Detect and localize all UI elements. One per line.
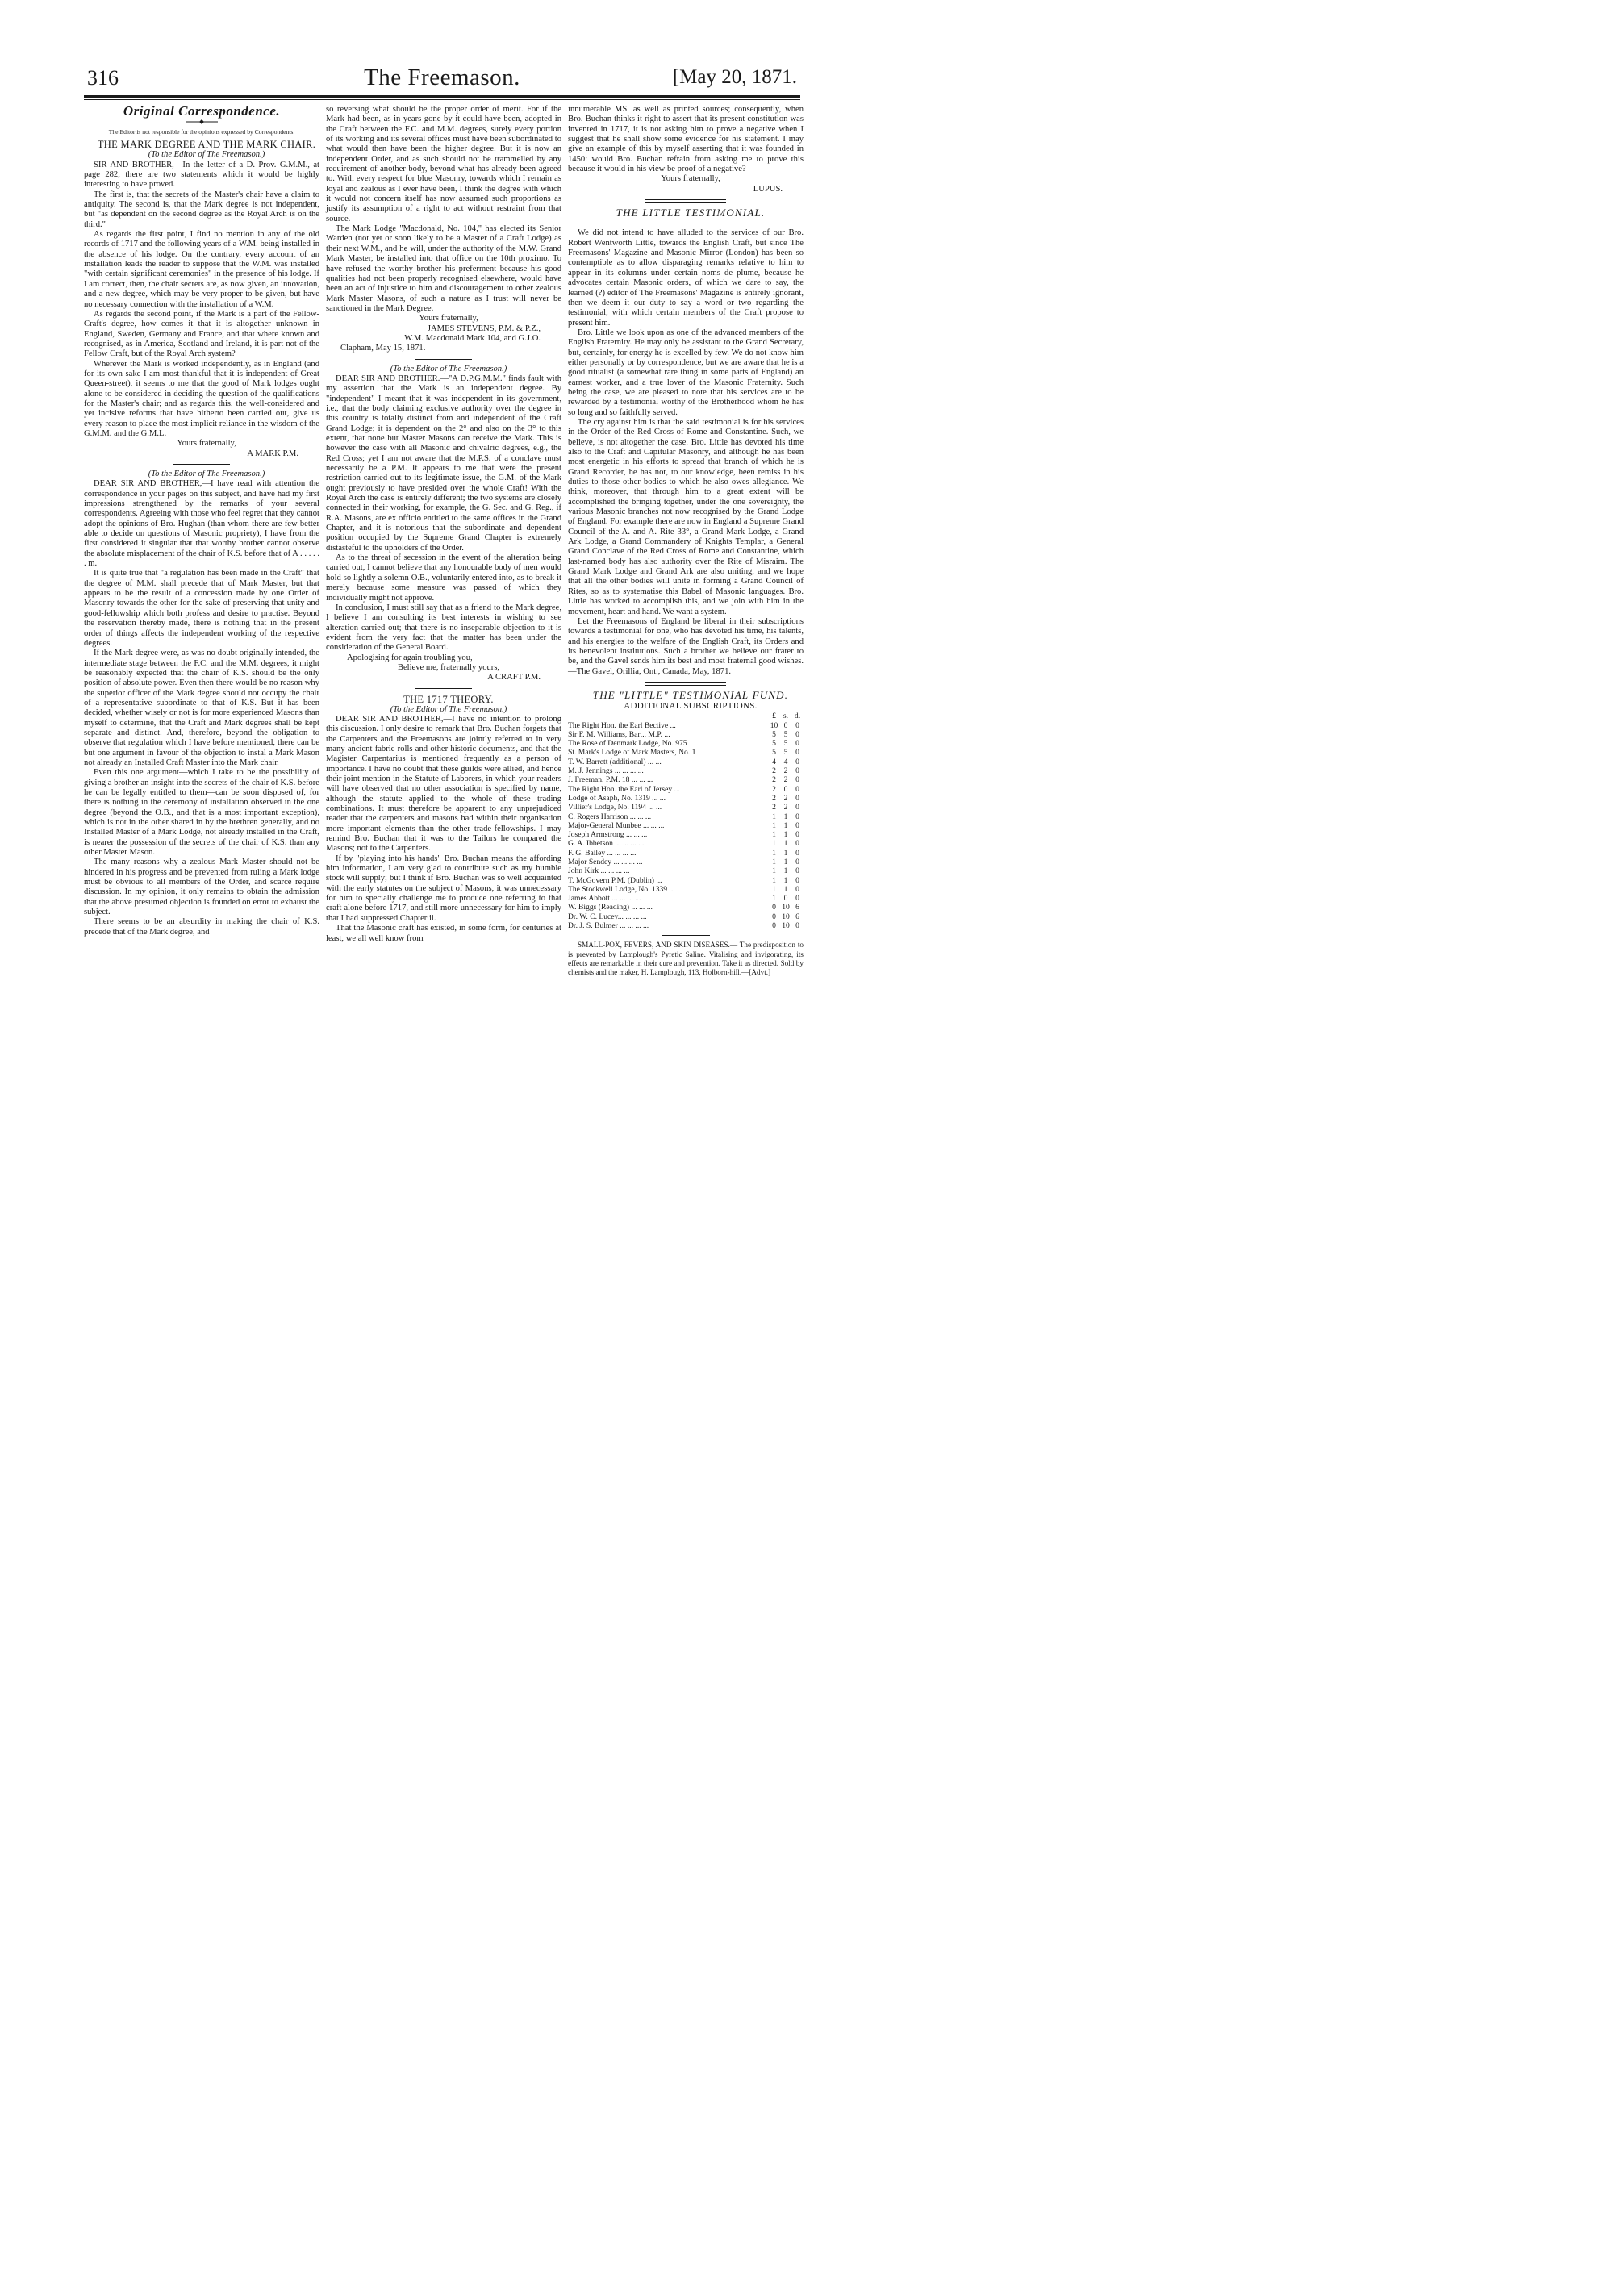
amount-shillings: 1	[783, 848, 788, 858]
subscriber-name: James Abbott ... ... ... ...	[568, 894, 641, 904]
subscription-row	[568, 803, 804, 812]
paragraph: As to the threat of secession in the event of the alteration being carried out, I cannot believe that any honourable body of men would hold so lightly a solemn O.B., voluntarily entered into, as to break it merely because some measure was passed of which they individually might not approve.	[326, 553, 561, 603]
masthead-rule	[84, 95, 800, 98]
amount-pence: 0	[795, 784, 799, 794]
amount-pence: 0	[795, 875, 799, 885]
amount-pounds: 1	[772, 858, 776, 866]
subscriber-name: T. W. Barrett (additional) ... ...	[568, 757, 662, 766]
paragraph: There seems to be an absurdity in making the chair of K.S. precede that of the Mark degree, and	[84, 917, 319, 937]
amount-pence: 0	[795, 839, 799, 849]
subscriber-name: Villier's Lodge, No. 1194 ... ...	[568, 803, 662, 812]
paragraph: If by "playing into his hands" Bro. Buchan means the affording him information, I am very glad to contribute such as my humble stock will supply; but I think if Bro. Buchan was so well acquainted with the early statutes on the subject of Masons, it was unnecessary for him to specially challenge me to produce one referring to that craft alone before 1717, and still more unnecessary for him to imply that I had suppressed Chapter ii.	[326, 854, 561, 923]
amount-shillings: 2	[783, 775, 788, 785]
subscription-row	[568, 849, 804, 858]
advertisement-body: The predisposition to is prevented by Lamplough's Pyretic Saline. Vitalising and invigorating, its effects are remarkable in their cure and prevention. Take it as directed. Sold by chemists and the maker, H. Lamplough, 113, Holborn-hill.—[Advt.]	[568, 941, 804, 976]
subscriber-name: John Kirk ... ... ... ...	[568, 866, 630, 876]
masthead	[84, 66, 800, 95]
paragraph: Bro. Little we look upon as one of the advanced members of the English Fraternity. He may only be assistant to the Grand Secretary, but, certainly, for energy he is excelled by few. We do not know him either personally or by correspondence, but we are aware that he is a good ritualist (a somewhat rare thing in some parts of England) an earnest worker, and a true lover of the Masonic Fraternity. Such being the case, we are pleased to note that his services are to be rewarded by a testimonial worthy of the Brotherhood whom he has so long and so faithfully served.	[568, 328, 804, 417]
amount-pounds: 10	[770, 720, 778, 730]
closing: Yours fraternally,	[661, 174, 720, 184]
currency-header: d.	[794, 712, 801, 721]
separator	[645, 199, 726, 203]
paragraph: The cry against him is that the said testimonial is for his services in the Order of the Red Cross of Rome and Constantine. Such, we believe, is not altogether the case. Bro. Little has devoted his time also to the Craft and Capitular Masonry, and although he has been most energetic in his efforts to spread that branch of which he is Grand Recorder, he has not, to our knowledge, been remiss in his duties to those other bodies to which he also owes allegiance. We think, moreover, that through him to a great extent will be accomplished the bringing together, under the one sovereignty, the various Masonic branches not now recognised by the Grand Lodge of England. For example there are now in England a Supreme Grand Council of the A. and A. Rite 33°, a Grand Mark Lodge, a Grand Ark Lodge, a Grand Commandery of Knights Templar, a General Grand Conclave of the Red Cross of Rome and Constantine, which last-named body has also authority over the Rite of Misraim. The Grand Mark Lodge and Grand Ark are also uniting, and we hope that all the other bodies will unite in forming a Grand Council of Rites, so as to systematise this Babel of Masonic languages. Bro. Little has worked to accomplish this, and we join with him in the movement, heart and hand. We want a system.	[568, 417, 804, 616]
amount-shillings: 0	[783, 784, 788, 794]
amount-pounds: 1	[772, 866, 776, 876]
amount-pence: 0	[795, 812, 799, 821]
issue-date: [May 20, 1871.	[672, 66, 797, 88]
amount-shillings: 10	[782, 921, 790, 931]
subscriber-name: M. J. Jennings ... ... ... ...	[568, 766, 644, 776]
separator	[662, 935, 710, 936]
subscriber-name: Sir F. M. Williams, Bart., M.P. ...	[568, 729, 670, 739]
paragraph: That the Masonic craft has existed, in some form, for centuries at least, we all well know from	[326, 924, 561, 943]
amount-shillings: 2	[783, 766, 788, 776]
subscription-row	[568, 876, 804, 885]
amount-shillings: 2	[783, 793, 788, 803]
amount-pounds: 2	[772, 803, 776, 812]
subscription-row	[568, 730, 804, 739]
currency-header-row	[568, 712, 804, 720]
subscription-row	[568, 821, 804, 830]
amount-pounds: 1	[772, 875, 776, 885]
subscriber-name: The Right Hon. the Earl of Jersey ...	[568, 784, 680, 794]
subscription-row	[568, 758, 804, 766]
amount-pence: 6	[795, 903, 799, 912]
paragraph: innumerable MS. as well as printed sources; consequently, when Bro. Buchan thinks it right to assert that its present constitution was invented in 1717, it is not asking him to prove a negative when I suggest that he shall show some evidence for his statement. I may give an example of this by myself asserting that it was founded in 1450: would Bro. Buchan refrain from asking me to prove this because it would in his view be proof of a negative?	[568, 105, 804, 174]
advertisement	[568, 941, 804, 977]
amount-shillings: 0	[783, 720, 788, 730]
editor-line: (To the Editor of The Freemason.)	[390, 704, 507, 714]
amount-shillings: 1	[783, 820, 788, 830]
closing: Believe me, fraternally yours,	[397, 662, 500, 672]
closing: Yours fraternally,	[419, 314, 478, 324]
amount-shillings: 1	[783, 839, 788, 849]
amount-shillings: 10	[782, 912, 790, 921]
column-3	[568, 105, 804, 977]
amount-pence: 0	[795, 848, 799, 858]
subscription-row	[568, 858, 804, 866]
subscription-row	[568, 885, 804, 894]
paragraph: Let the Freemasons of England be liberal in their subscriptions towards a testimonial for one, who has devoted his time, his talents, and his energies to the welfare of the English Craft, its Orders and its benevolent institutions. Such a brother we believe our frater to be, and the Gavel sends him its best and most fraternal good wishes. —The Gavel, Orillia, Ont., Canada, May, 1871.	[568, 616, 804, 676]
subscription-row	[568, 794, 804, 803]
subscriber-name: T. McGovern P.M. (Dublin) ...	[568, 875, 662, 885]
amount-pounds: 2	[772, 766, 776, 776]
signature: A CRAFT P.M.	[487, 673, 541, 683]
amount-pence: 0	[795, 858, 799, 866]
amount-pounds: 5	[772, 739, 776, 749]
fund-title: THE "LITTLE" TESTIMONIAL FUND.	[592, 688, 789, 701]
amount-pence: 0	[795, 884, 799, 894]
amount-pence: 0	[795, 720, 799, 730]
paragraph: As regards the second point, if the Mark is a part of the Fellow-Craft's degree, how comes it that it is altogether unknown in England, Sweden, Germany and France, and that where known and recognised, as in America, Scotland and Ireland, it is part not of the Fellow Craft, but of the Royal Arch system?	[84, 309, 319, 359]
amount-pounds: 5	[772, 748, 776, 758]
amount-pounds: 1	[772, 894, 776, 904]
amount-shillings: 2	[783, 803, 788, 812]
subscription-row	[568, 775, 804, 784]
amount-pounds: 2	[772, 784, 776, 794]
section-heading: Original Correspondence.	[123, 103, 281, 119]
subscription-row	[568, 921, 804, 930]
subscription-row	[568, 830, 804, 839]
subscriber-name: The Right Hon. the Earl Bective ...	[568, 720, 676, 730]
subscriber-name: W. Biggs (Reading) ... ... ...	[568, 903, 653, 912]
paragraph: As regards the first point, I find no mention in any of the old records of 1717 and the following years of a W.M. being installed in the absence of his lodge. On the contrary, every account of an installation leads the reader to suppose that the W.M. was installed "with certain significant ceremonies" in the presence of his lodge. If I am correct, then, the chair secrets are, as now given, an innovation, and a new degree, which may be very proper to be given, but have no necessary connection with the installation of a W.M.	[84, 230, 319, 309]
amount-pence: 0	[795, 866, 799, 876]
amount-pounds: 4	[772, 757, 776, 766]
amount-pounds: 2	[772, 775, 776, 785]
amount-pounds: 0	[772, 921, 776, 931]
paragraph: The many reasons why a zealous Mark Master should not be hindered in his progress and be prevented from ruling a Mark lodge must be obvious to all members of the Order, and scarce require discussion. In my opinion, it only remains to obtain the admission that the above presumed objection is founded on error to exhaust the subject.	[84, 858, 319, 917]
currency-header: s.	[783, 712, 789, 721]
amount-shillings: 4	[783, 757, 788, 766]
currency-header: £	[772, 712, 776, 721]
subscriber-name: Major-General Munbee ... ... ...	[568, 820, 665, 830]
amount-pence: 0	[795, 830, 799, 840]
subscriber-name: J. Freeman, P.M. 18 ... ... ...	[568, 775, 653, 785]
editor-line: (To the Editor of The Freemason.)	[390, 364, 507, 374]
article-title: THE LITTLE TESTIMONIAL.	[616, 207, 766, 219]
fund-subtitle: ADDITIONAL SUBSCRIPTIONS.	[624, 701, 758, 712]
signature: JAMES STEVENS, P.M. & P.Z.,	[427, 324, 541, 333]
amount-pence: 0	[795, 757, 799, 766]
column-2	[326, 105, 561, 944]
subscriber-name: St. Mark's Lodge of Mark Masters, No. 1	[568, 748, 696, 758]
amount-shillings: 10	[782, 903, 790, 912]
amount-pounds: 1	[772, 812, 776, 821]
subscription-row	[568, 912, 804, 921]
separator	[173, 464, 230, 465]
editor-disclaimer: The Editor is not responsible for the opinions expressed by Correspondents.	[108, 128, 295, 136]
amount-pence: 0	[795, 775, 799, 785]
subscription-row	[568, 739, 804, 748]
paragraph: The first is, that the secrets of the Master's chair have a claim to antiquity. The second is, that the Mark degree is not independent, but "as dependent on the second degree as the Royal Arch is on the third."	[84, 190, 319, 229]
amount-shillings: 5	[783, 748, 788, 758]
paragraph: DEAR SIR AND BROTHER.—"A D.P.G.M.M." finds fault with my assertion that the Mark is an independent degree. By "independent" I meant that it was independent in its government, i.e., that the body claiming exclusive authority over the degree in this country is totally distinct from and independent of the Craft Grand Lodge; it is dependent on the 2° and also on the 3° to this extent, that none but Master Masons can receive the Mark. This is however the case with all Masonic and chivalric degrees, e.g., the Red Cross; yet I am not aware that the M.P.S. of a conclave must necessarily be a P.M. It appears to me that were the present restriction carried out to its legitimate issue, the G.M. of the Mark ought previously to have presided over the whole Craft! With the Royal Arch the case is entirely different; the two systems are closely connected in their working, for example, the G. Sec. and G. Reg., if R.A. Masons, are ex officio entitled to the same offices in the Grand Chapter, and it is notorious that the subordinate and dependent position occupied by the Supreme Grand Chapter is extremely distasteful to the upholders of the Order.	[326, 374, 561, 553]
amount-shillings: 5	[783, 729, 788, 739]
subscriber-name: G. A. Ibbetson ... ... ... ...	[568, 839, 645, 849]
paragraph: so reversing what should be the proper order of merit. For if the Mark had been, as in years gone by it could have been, adopted in the Craft between the F.C. and M.M. degrees, surely every portion of its working and its several offices must have been subordinated to what would then have been the higher degree. But it is now an independent Order, and as such should not be trammelled by any requirement of another body, beyond what has already been agreed to. With every respect for blue Masonry, towards which I remain as loyal and zealous as I ever have been, I think the degree with which it would not concern itself has now assumed such proportions as justify its assumption of a right to act without restraint from that source.	[326, 105, 561, 223]
amount-pounds: 5	[772, 729, 776, 739]
amount-pence: 0	[795, 820, 799, 830]
amount-pounds: 1	[772, 830, 776, 840]
editor-line: (To the Editor of The Freemason.)	[148, 150, 265, 160]
subscriber-name: C. Rogers Harrison ... ... ...	[568, 812, 652, 821]
paragraph: Wherever the Mark is worked independently, as in England (and for its own sake I am most thankful that it is independent of Great Queen-street), it seems to me that the good of Mark lodges ought alone to be considered in deciding the question of the qualifications for the Master's chair; and as regards this, the well-considered and yet incisive reforms that have hitherto been carried out, give us every reason to place the most implicit reliance in the wisdom of the G.M.M. and the G.M.L.	[84, 359, 319, 438]
subscriptions-table	[568, 712, 804, 930]
amount-pounds: 0	[772, 912, 776, 921]
amount-shillings: 1	[783, 830, 788, 840]
amount-shillings: 1	[783, 875, 788, 885]
subscriber-name: Lodge of Asaph, No. 1319 ... ...	[568, 793, 666, 803]
separator	[415, 359, 472, 360]
amount-pence: 0	[795, 793, 799, 803]
amount-pence: 0	[795, 921, 799, 931]
subscriber-name: The Stockwell Lodge, No. 1339 ...	[568, 884, 675, 894]
advertisement-lead: SMALL-POX, FEVERS, AND SKIN DISEASES.—	[578, 941, 738, 950]
amount-shillings: 1	[783, 812, 788, 821]
paragraph: If the Mark degree were, as was no doubt originally intended, the intermediate stage between the F.C. and the M.M. degrees, it might be reasonably expected that the chair of K.S. should be the only position of absolute power. Even then there would be no reason why the superior officer of the Mark degree should not occupy the chair of a representative subordinate to that of K.S. But it has been decided, whether wisely or not is for more experienced Masons than myself to determine, that the Craft and Mark degrees shall be kept separate and distinct. And, therefore, beyond the obligation to observe that regulation which I have before mentioned, there can be but one argument in favour of the objection to instal a Mark Mason not already an Installed Craft Master into the Mark chair.	[84, 649, 319, 767]
subscriber-name: F. G. Bailey ... ... ... ...	[568, 848, 637, 858]
amount-pence: 0	[795, 729, 799, 739]
amount-shillings: 1	[783, 884, 788, 894]
masthead-rule-thin	[84, 99, 800, 100]
article-title: THE 1717 THEORY.	[403, 693, 494, 705]
separator	[645, 682, 726, 686]
subscriber-name: Major Sendey ... ... ... ...	[568, 858, 643, 866]
amount-shillings: 1	[783, 866, 788, 876]
ornament-dash-icon	[186, 119, 218, 125]
amount-pounds: 2	[772, 793, 776, 803]
amount-pounds: 1	[772, 820, 776, 830]
amount-pence: 6	[795, 912, 799, 921]
subscription-row	[568, 721, 804, 730]
column-1	[84, 105, 319, 937]
amount-pence: 0	[795, 748, 799, 758]
subscriber-name: Joseph Armstrong ... ... ...	[568, 830, 648, 840]
signature: LUPUS.	[753, 184, 783, 194]
subscription-row	[568, 812, 804, 821]
signature: A MARK P.M.	[247, 449, 298, 458]
amount-pounds: 1	[772, 848, 776, 858]
paragraph: Even this one argument—which I take to be the possibility of giving a brother an insight into the secrets of the chair of K.S. before he can be legally entitled to them—can be soon disposed of, for there is nothing in the ceremony of installation observed in the one degree (beyond the O.B., and that is a most important exception), which is not in the other shared in by the brethren generally, and no Installed Master of a Mark Lodge, not already installed in the Craft, is nearer the possession of the secrets of the chair of K.S. than any other Master Mason.	[84, 768, 319, 858]
paragraph: DEAR SIR AND BROTHER,—I have no intention to prolong this discussion. I only desire to remark that Bro. Buchan forgets that the Carpenters and the Freemasons are jointly referred to in very many ancient fabric rolls and other historic documents, and that the Magister Carpentarius is mentioned frequently as a person of importance. I have no doubt that these guilds were allied, and hence their joint mention in the Statute of Laborers, in which your readers will have observed that no other association is specified by name, although the statute applied to the whole of these trading combinations. It must therefore be apparent to any unprejudiced reader that the carpenters and masons had within their organisation more important elements than the other trade-fellowships. I may remind Bro. Buchan that it was to the Tailors he compared the Masons; not to the Carpenters.	[326, 714, 561, 854]
subscriber-name: The Rose of Denmark Lodge, No. 975	[568, 739, 687, 749]
amount-shillings: 1	[783, 858, 788, 866]
separator	[415, 688, 472, 689]
paragraph: Apologising for again troubling you,	[347, 653, 473, 662]
amount-pence: 0	[795, 766, 799, 776]
amount-pence: 0	[795, 739, 799, 749]
subscription-row	[568, 839, 804, 848]
amount-shillings: 5	[783, 739, 788, 749]
closing: Yours fraternally,	[177, 439, 236, 449]
subscription-row	[568, 785, 804, 794]
article-title: THE MARK DEGREE AND THE MARK CHAIR.	[97, 139, 316, 151]
paragraph: DEAR SIR AND BROTHER,—I have read with attention the correspondence in your pages on this subject, and have had my first impressions strengthened by the remarks of your several correspondents. Agreeing with those who feel regret that they cannot adopt the opinions of Bro. Hughan (than whom there are few better able to decide on questions of Masonic propriety), I have from the first considered it singular that that worthy brother cannot observe the absolute misplacement of the chair of K.S. before that of A . . . . . . m.	[84, 479, 319, 569]
paragraph: SIR AND BROTHER,—In the letter of a D. Prov. G.M.M., at page 282, there are two statements which it would be highly interesting to have proved.	[84, 160, 319, 190]
page-number: 316	[87, 66, 119, 90]
paragraph: It is quite true that "a regulation has been made in the Craft" that the degree of M.M. shall precede that of Mark Master, but that appears to be the result of a concession made by one Order of Masonry towards the other for the sake of preserving that unity and good-fellowship which both profess and desire to practise. Beyond the reservation thereby made, there is nothing that in the present order of things affects the independent working of the respective degrees.	[84, 569, 319, 648]
subscription-row	[568, 894, 804, 903]
paragraph: The Mark Lodge "Macdonald, No. 104," has elected its Senior Warden (not yet or soon likely to be a Master of a Craft Lodge) as their next W.M., and he will, under the authority of the M.W. Grand Mark Master, be installed into that office on the 10th proximo. To have refused the worthy brother his preferment because his good qualities had not been properly recognised elsewhere, would have been an act of injustice to him and discouragement to other zealous Mark Master Masons, of such a nature as I trust will never be sanctioned in the Mark Degree.	[326, 224, 561, 313]
subscriber-name: Dr. J. S. Bulmer ... ... ... ...	[568, 921, 649, 931]
subscription-row	[568, 866, 804, 875]
subscription-row	[568, 766, 804, 775]
amount-pounds: 1	[772, 839, 776, 849]
editor-line: (To the Editor of The Freemason.)	[148, 470, 265, 478]
subscription-row	[568, 903, 804, 912]
dateline: Clapham, May 15, 1871.	[340, 344, 426, 353]
amount-shillings: 0	[783, 894, 788, 904]
paragraph: In conclusion, I must still say that as a friend to the Mark degree, I believe I am consulting its best interests in wishing to see alteration carried out; that there is no inseparable objection to it is evident from the very fact that the matter has been under the consideration of the General Board.	[326, 603, 561, 653]
paragraph: We did not intend to have alluded to the services of our Bro. Robert Wentworth Little, towards the English Craft, but since The Freemasons' Magazine and Masonic Mirror (London) has been so contemptible as to allow disparaging remarks relative to him to appear in its columns under certain noms de plume, because he advocates certain Masonic orders, of which we dare to say, the learned (?) editor of The Freemasons' Magazine is entirely ignorant, then we deem it our duty to say a word or two regarding the testimonial, with which certain members of the Craft propose to present him.	[568, 228, 804, 328]
signature-detail: W.M. Macdonald Mark 104, and G.J.O.	[404, 333, 541, 343]
amount-pounds: 1	[772, 884, 776, 894]
newspaper-title: The Freemason.	[364, 65, 520, 90]
amount-pounds: 0	[772, 903, 776, 912]
amount-pence: 0	[795, 803, 799, 812]
subscription-row	[568, 748, 804, 757]
subscriber-name: Dr. W. C. Lucey... ... ... ...	[568, 912, 647, 921]
amount-pence: 0	[795, 894, 799, 904]
